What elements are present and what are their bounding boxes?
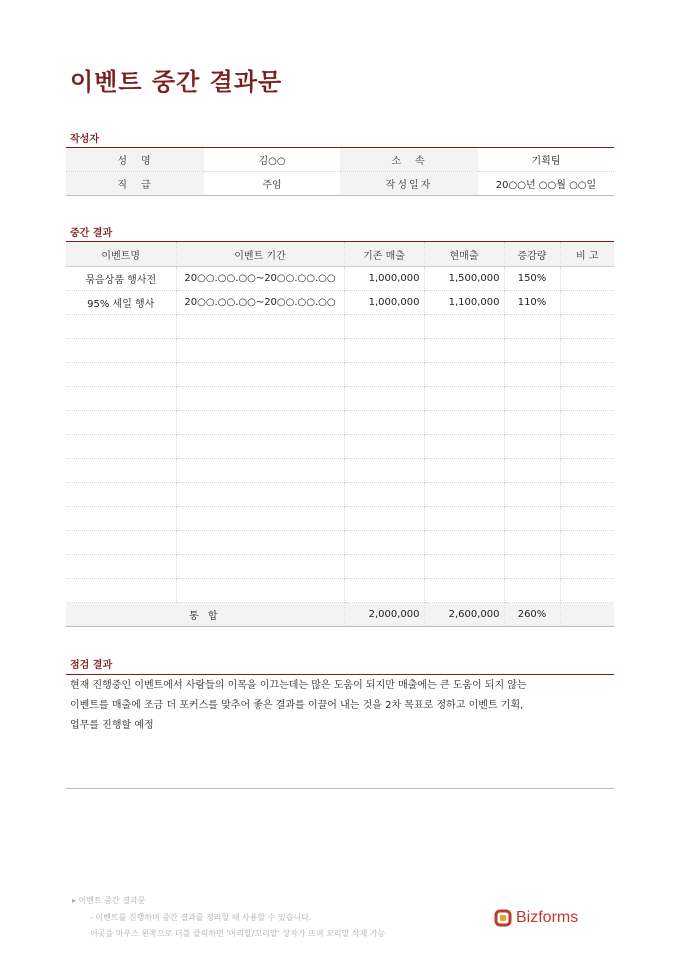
name-label: 성 명 <box>66 148 204 172</box>
footer-description: - 이벤트를 진행하며 중간 결과를 정리할 때 사용할 수 있습니다. <box>90 913 312 922</box>
results-section-label: 중간 결과 <box>70 228 113 239</box>
current-sales-cell[interactable]: 1,100,000 <box>424 291 504 315</box>
position-label: 직 급 <box>66 172 204 196</box>
date-value[interactable]: 20○○년 ○○월 ○○일 <box>478 172 614 196</box>
note-cell[interactable] <box>560 267 614 291</box>
empty-cell[interactable] <box>344 315 424 339</box>
check-section-bottom-rule <box>66 788 614 789</box>
empty-cell[interactable] <box>424 315 504 339</box>
current-sales-cell[interactable]: 1,500,000 <box>424 267 504 291</box>
empty-cell[interactable] <box>66 531 176 555</box>
total-label: 통 합 <box>66 603 344 627</box>
check-result-text[interactable] <box>70 676 610 736</box>
empty-cell[interactable] <box>504 531 560 555</box>
empty-cell[interactable] <box>344 579 424 603</box>
empty-cell[interactable] <box>66 387 176 411</box>
empty-cell[interactable] <box>424 483 504 507</box>
check-result-line: 업무를 진행할 예정 <box>70 720 154 731</box>
results-header-row <box>66 242 614 267</box>
header-event-period: 이벤트 기간 <box>176 242 344 267</box>
empty-cell[interactable] <box>176 483 344 507</box>
empty-cell[interactable] <box>560 315 614 339</box>
empty-table-row <box>66 507 614 531</box>
empty-cell[interactable] <box>344 507 424 531</box>
table-row <box>66 291 614 315</box>
empty-cell[interactable] <box>504 579 560 603</box>
check-section-rule <box>66 674 614 675</box>
department-value[interactable]: 기획팀 <box>478 148 614 172</box>
empty-table-row <box>66 531 614 555</box>
total-row <box>66 603 614 627</box>
empty-cell[interactable] <box>560 483 614 507</box>
event-name-cell[interactable]: 95% 세일 행사 <box>66 291 176 315</box>
empty-cell[interactable] <box>424 459 504 483</box>
empty-cell[interactable] <box>176 387 344 411</box>
empty-cell[interactable] <box>424 579 504 603</box>
total-current-sales[interactable]: 2,600,000 <box>424 603 504 627</box>
empty-cell[interactable] <box>66 579 176 603</box>
empty-cell[interactable] <box>66 315 176 339</box>
event-name-cell[interactable]: 묶음상품 행사전 <box>66 267 176 291</box>
footer-title: ▸ 이벤트 중간 결과문 <box>72 896 146 905</box>
empty-cell[interactable] <box>560 531 614 555</box>
empty-cell[interactable] <box>176 507 344 531</box>
event-period-cell[interactable]: 20○○.○○.○○~20○○.○○.○○ <box>176 291 344 315</box>
empty-cell[interactable] <box>504 507 560 531</box>
empty-cell[interactable] <box>176 459 344 483</box>
check-result-line: 현재 진행중인 이벤트에서 사람들의 이목을 이끄는데는 많은 도움이 되지만 매출에는 큰 도움이 되지 않는 <box>70 680 527 691</box>
empty-table-row <box>66 315 614 339</box>
name-value[interactable]: 김○○ <box>204 148 340 172</box>
empty-cell[interactable] <box>424 363 504 387</box>
empty-table-row <box>66 363 614 387</box>
empty-cell[interactable] <box>504 435 560 459</box>
empty-cell[interactable] <box>344 459 424 483</box>
empty-cell[interactable] <box>560 435 614 459</box>
empty-cell[interactable] <box>560 555 614 579</box>
empty-cell[interactable] <box>560 387 614 411</box>
footer-hint: 이곳을 마우스 왼쪽으로 더블 클릭하면 '머리말/꼬리말' 상자가 뜨며 꼬리말 삭제 가능 <box>90 929 386 938</box>
empty-cell[interactable] <box>176 579 344 603</box>
empty-table-row <box>66 579 614 603</box>
empty-cell[interactable] <box>504 387 560 411</box>
empty-cell[interactable] <box>424 411 504 435</box>
position-value[interactable]: 주임 <box>204 172 340 196</box>
bizforms-logo <box>494 909 578 927</box>
writer-row <box>66 148 614 172</box>
total-existing-sales[interactable]: 2,000,000 <box>344 603 424 627</box>
header-current-sales: 현매출 <box>424 242 504 267</box>
note-cell[interactable] <box>560 291 614 315</box>
date-label: 작성일자 <box>340 172 478 196</box>
header-existing-sales: 기존 매출 <box>344 242 424 267</box>
empty-cell[interactable] <box>66 435 176 459</box>
empty-cell[interactable] <box>176 339 344 363</box>
empty-cell[interactable] <box>66 411 176 435</box>
empty-cell[interactable] <box>424 387 504 411</box>
empty-cell[interactable] <box>504 411 560 435</box>
empty-cell[interactable] <box>424 507 504 531</box>
change-cell[interactable]: 150% <box>504 267 560 291</box>
empty-cell[interactable] <box>344 483 424 507</box>
empty-table-row <box>66 483 614 507</box>
writer-section-label: 작성자 <box>70 134 99 145</box>
empty-cell[interactable] <box>504 483 560 507</box>
header-event-name: 이벤트명 <box>66 242 176 267</box>
empty-cell[interactable] <box>424 531 504 555</box>
empty-cell[interactable] <box>344 555 424 579</box>
existing-sales-cell[interactable]: 1,000,000 <box>344 291 424 315</box>
empty-cell[interactable] <box>176 531 344 555</box>
check-result-line: 이벤트를 매출에 조금 더 포커스를 맞추어 좋은 결과를 이끌어 내는 것을 2차 목표로 정하고 이벤트 기획, <box>70 700 524 711</box>
empty-cell[interactable] <box>424 339 504 363</box>
empty-cell[interactable] <box>344 339 424 363</box>
header-note: 비 고 <box>560 242 614 267</box>
empty-cell[interactable] <box>344 387 424 411</box>
total-note[interactable] <box>560 603 614 627</box>
empty-table-row <box>66 387 614 411</box>
page-title: 이벤트 중간 결과문 <box>70 68 283 96</box>
empty-table-row <box>66 435 614 459</box>
empty-cell[interactable] <box>560 411 614 435</box>
empty-cell[interactable] <box>560 363 614 387</box>
empty-cell[interactable] <box>344 411 424 435</box>
empty-cell[interactable] <box>176 315 344 339</box>
bizforms-logo-icon <box>494 909 512 927</box>
empty-cell[interactable] <box>504 363 560 387</box>
empty-table-row <box>66 459 614 483</box>
empty-cell[interactable] <box>66 339 176 363</box>
empty-cell[interactable] <box>344 435 424 459</box>
empty-cell[interactable] <box>66 363 176 387</box>
empty-cell[interactable] <box>66 459 176 483</box>
empty-cell[interactable] <box>176 435 344 459</box>
results-table <box>66 242 614 627</box>
empty-cell[interactable] <box>560 579 614 603</box>
existing-sales-cell[interactable]: 1,000,000 <box>344 267 424 291</box>
empty-cell[interactable] <box>66 507 176 531</box>
department-label: 소 속 <box>340 148 478 172</box>
writer-info-table <box>66 148 614 196</box>
empty-cell[interactable] <box>504 555 560 579</box>
empty-cell[interactable] <box>504 339 560 363</box>
empty-cell[interactable] <box>560 339 614 363</box>
empty-cell[interactable] <box>424 435 504 459</box>
empty-cell[interactable] <box>176 555 344 579</box>
empty-cell[interactable] <box>66 555 176 579</box>
total-change[interactable]: 260% <box>504 603 560 627</box>
writer-row <box>66 172 614 196</box>
bizforms-logo-text: Bizforms <box>516 909 579 926</box>
header-change: 증감량 <box>504 242 560 267</box>
empty-cell[interactable] <box>66 483 176 507</box>
empty-cell[interactable] <box>504 315 560 339</box>
table-row <box>66 267 614 291</box>
check-section-label: 점검 결과 <box>70 660 113 671</box>
empty-cell[interactable] <box>560 507 614 531</box>
empty-cell[interactable] <box>176 363 344 387</box>
empty-cell[interactable] <box>344 531 424 555</box>
empty-cell[interactable] <box>424 555 504 579</box>
empty-table-row <box>66 411 614 435</box>
empty-table-row <box>66 555 614 579</box>
event-period-cell[interactable]: 20○○.○○.○○~20○○.○○.○○ <box>176 267 344 291</box>
empty-cell[interactable] <box>560 459 614 483</box>
empty-table-row <box>66 339 614 363</box>
empty-cell[interactable] <box>176 411 344 435</box>
change-cell[interactable]: 110% <box>504 291 560 315</box>
empty-cell[interactable] <box>344 363 424 387</box>
empty-cell[interactable] <box>504 459 560 483</box>
